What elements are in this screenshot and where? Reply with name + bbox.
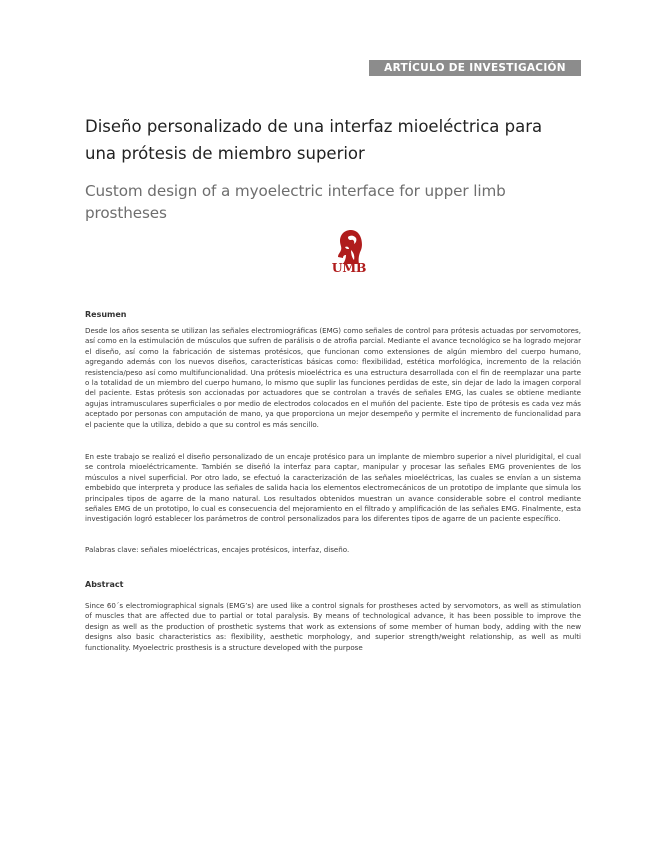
article-title-spanish: Diseño personalizado de una interfaz mioeléctrica para una prótesis de miembro superior xyxy=(85,117,543,163)
keywords: Palabras clave: señales mioeléctricas, encajes protésicos, interfaz, diseño. xyxy=(85,545,350,554)
resumen-paragraph-1: Desde los años sesenta se utilizan las señales electromiográficas (EMG) como señales de control para prótesis actuadas por servomotores, así como en la estimulación de músculos que sufren de parálisis o de atrofia parcial. Mediante el avance tecnológico se ha logrado mejorar el diseño, así como la fabricación de sistemas protésicos, que funcionan como extensiones de algún miembro del cuerpo humano, agregando además con los nuevos diseños, características básicas como: flexibilidad, estética morfológica, incremento de la relación resistencia/peso así como multifuncionalidad. Una prótesis mioeléctrica es una estructura desarrollada con el fin de reemplazar una parte o la totalidad de un miembro del cuerpo humano, lo mismo que suplir las funciones perdidas de este, sin dejar de lado la imagen corporal del paciente. Estas prótesis son accionadas por actuadores que se controlan a través de señales EMG, las cuales se obtiene mediante agujas intramusculares superficiales o por medio de electrodos colocados en el muñón del paciente. Este tipo de prótesis es cada vez más aceptado por personas con amputación de mano, ya que proporciona un mejor desempeño y permite el incremento de funcionalidad para el paciente que la utiliza, debido a que su control es más sencillo. xyxy=(85,326,581,429)
abstract-heading: Abstract xyxy=(85,580,124,589)
resumen-paragraph-2: En este trabajo se realizó el diseño personalizado de un encaje protésico para un implante de miembro superior a nivel pluridigital, el cual se controla mioeléctricamente. También se diseñó la interfaz para captar, manipular y procesar las señales EMG provenientes de los músculos a nivel superficial. Por otro lado, se efectuó la caracterización de las señales mioeléctricas, las cuales se envían a un sistema embebido que interpreta y produce las señales de salida hacia los elementos electromecánicos de un prototipo de implante que simula los principales tipos de agarre de la mano natural. Los resultados obtenidos muestran un avance considerable sobre el control mediante señales EMG de un prototipo, lo cual es consecuencia del mejoramiento en el filtrado y amplificación de las señales EMG. Finalmente, esta investigación logró establecer los parámetros de control personalizados para los diferentes tipos de agarre de un paciente específico. xyxy=(85,452,581,524)
abstract-paragraph-1: Since 60´s electromiographical signals (EMG’s) are used like a control signals for prostheses acted by servomotors, as well as stimulation of muscles that are affected due to partial or total paralysis. By means of technological advance, it has been possible to improve the design as well as the production of prosthetic systems that work as extensions of some member of human body, adding with the new designs also basic characteristics as: flexibility, aesthetic morphology, and superior strength/weight relationship, as well as multi functionality. Myoelectric prosthesis is a structure developed with the purpose xyxy=(85,601,581,652)
section-banner: ARTÍCULO DE INVESTIGACIÓN xyxy=(369,60,581,76)
umb-logo-text: UMB xyxy=(331,260,367,275)
article-title-english: Custom design of a myoelectric interface for upper limb prostheses xyxy=(85,182,506,222)
resumen-heading: Resumen xyxy=(85,310,127,319)
